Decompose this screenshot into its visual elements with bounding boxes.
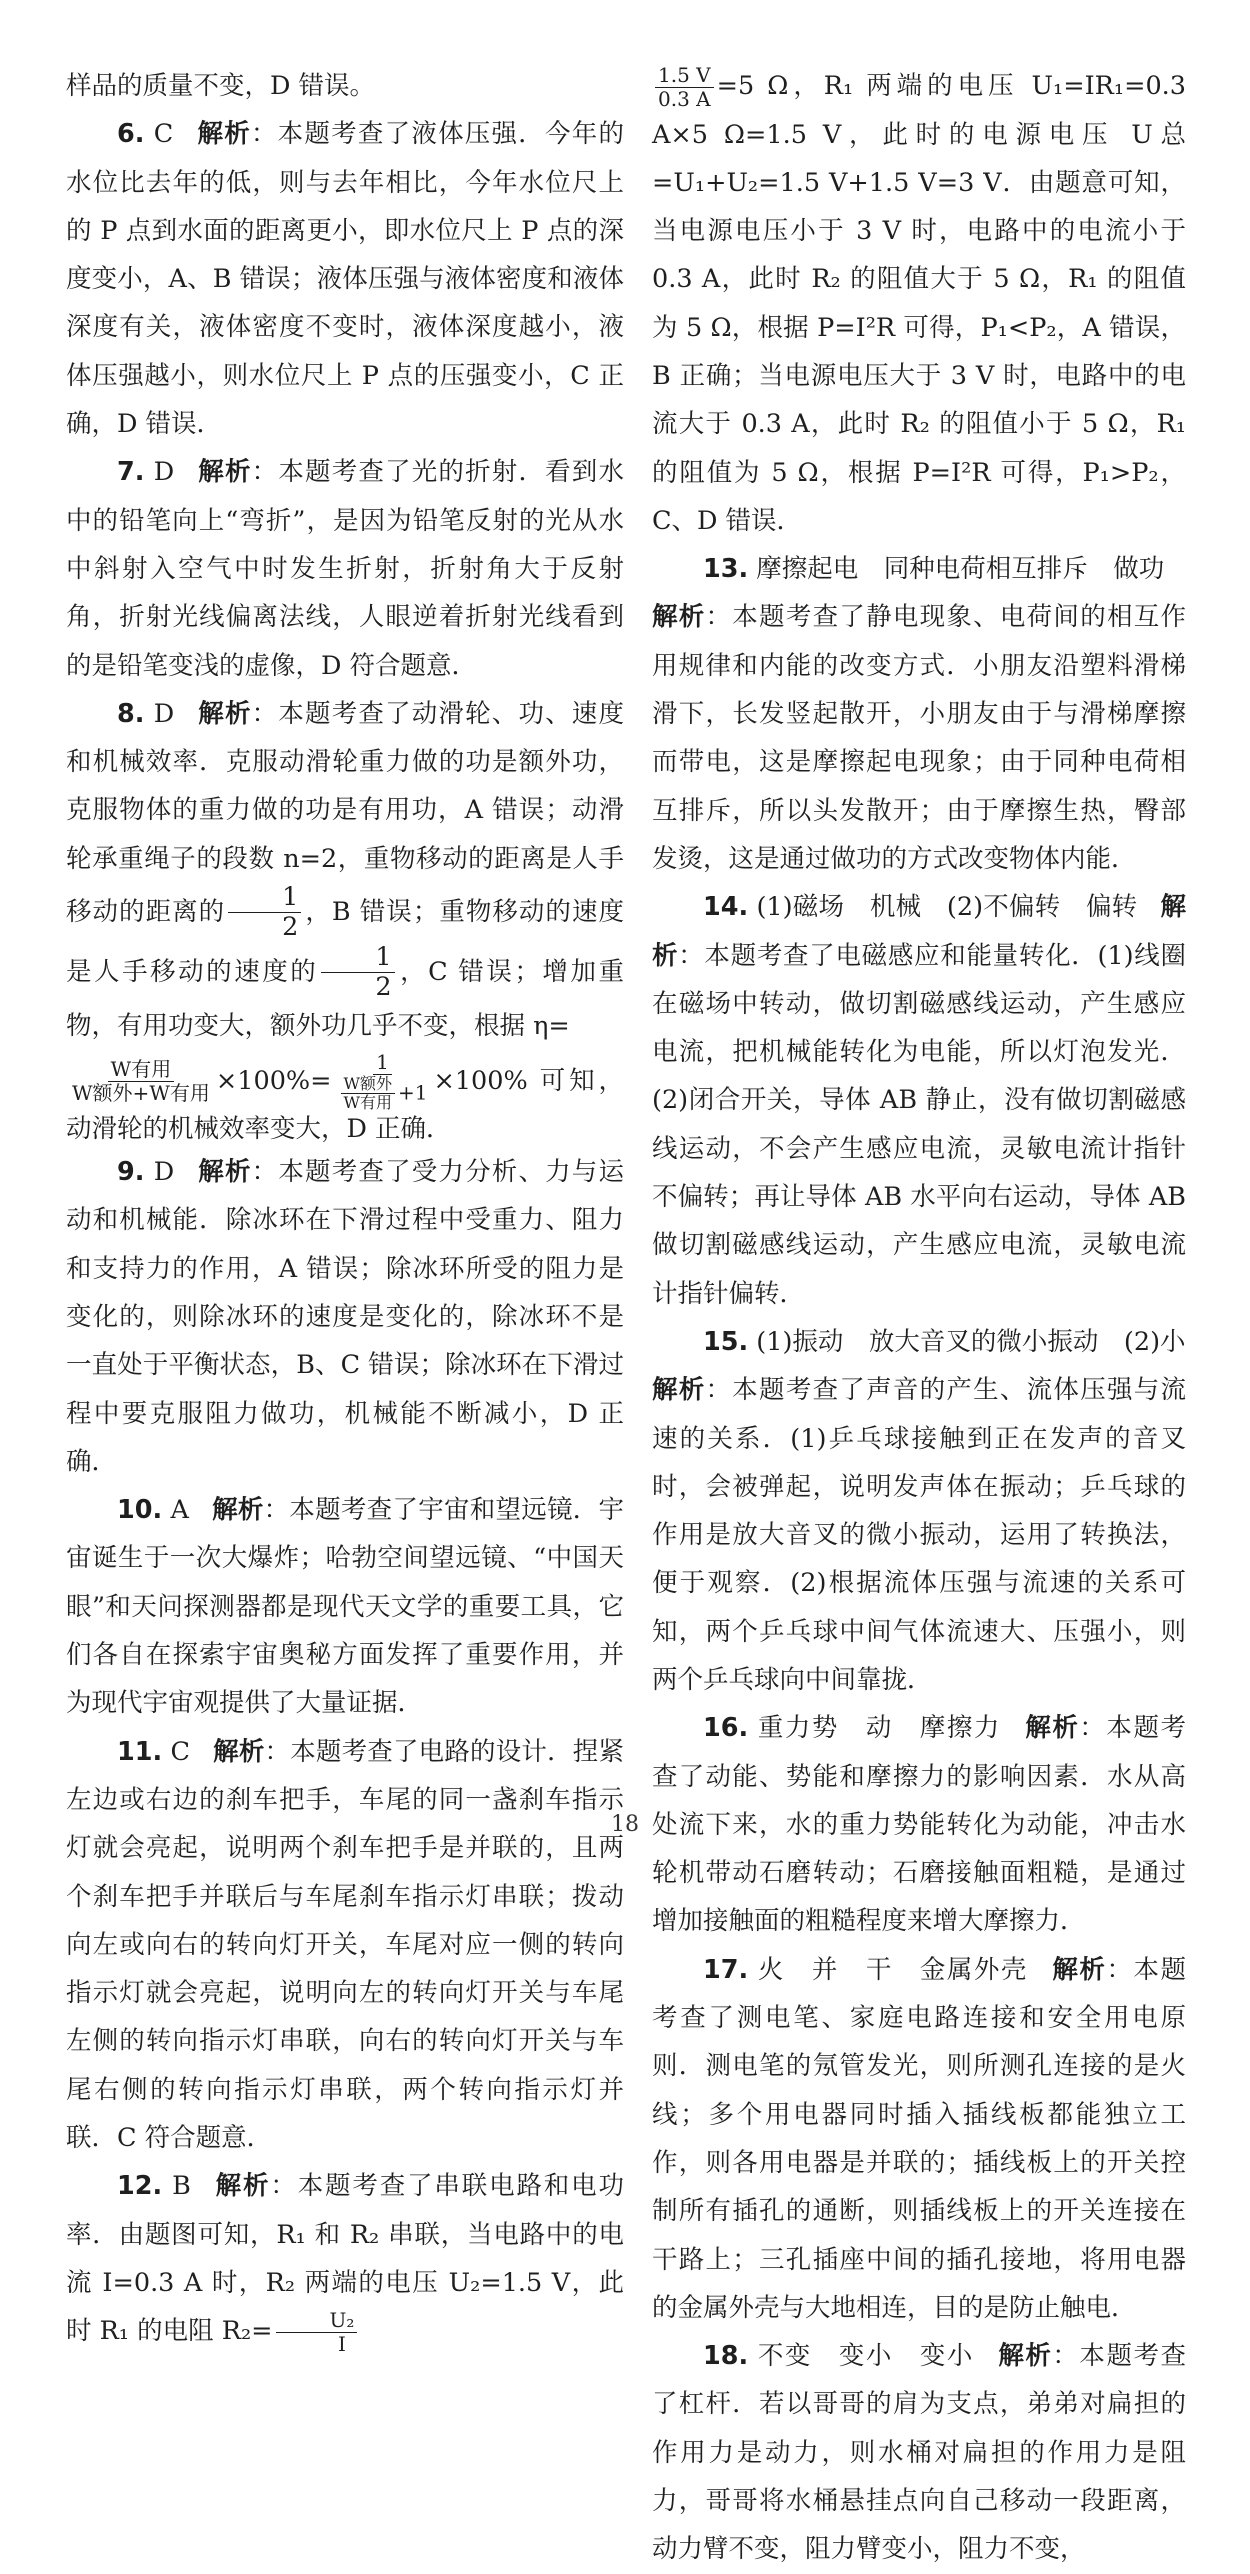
answer-14: [652, 883, 1186, 1318]
answer-13: [652, 545, 1186, 883]
analysis-label: 解析: [996, 2341, 1053, 2372]
answer-12-continued: [652, 62, 1186, 545]
question-number: 12.: [117, 2171, 163, 2202]
question-number: 13.: [703, 554, 749, 585]
fraction-one-half: $\frac{1}{2}$: [228, 883, 301, 943]
analysis-text: ：本题考查了静电现象、电荷间的相互作用规律和内能的改变方式．小朋友沿塑料滑梯滑下，长发竖起散开，小朋友由于与滑梯摩擦而带电，这是摩擦起电现象；由于同种电荷相互排斥，所以头发散开；由于摩擦生热，臀部发烫，这是通过做功的方式改变物体内能．: [652, 602, 1186, 874]
answer-12: [66, 2162, 624, 2355]
analysis-text: ，B 错误；重物移动的速度是人手移动的速度的: [66, 896, 624, 987]
question-number: 10.: [117, 1495, 163, 1526]
analysis-label: 解析: [213, 2171, 271, 2202]
answer-blanks: (1)磁场 机械 (2)不偏转 偏转: [756, 892, 1138, 923]
analysis-label: 解析: [197, 457, 252, 488]
analysis-text: =5 Ω，R₁ 两端的电压 U₁=IR₁=0.3 A×5 Ω=1.5 V，此时的电源电压 U总=U₁+U₂=1.5 V+1.5 V=3 V．由题意可知，当电源电压小于 3 V 时，电路中的电流小于 0.3 A，此时 R₂ 的阻值大于 5 Ω，R₁ 的阻值为 5 Ω，根据 P=I²R 可得，P₁<P₂，A 错误，B 正确；当电源电压大于 3 V 时，电路中的电流大于 0.3 A，此时 R₂ 的阻值小于 5 Ω，R₁ 的阻值为 5 Ω，根据 P=I²R 可得，P₁>P₂，C、D 错误．: [652, 71, 1186, 536]
analysis-label: 解析: [211, 1495, 264, 1526]
analysis-label: 解析: [652, 602, 706, 633]
analysis-label: 解析: [652, 892, 1186, 971]
formula-text: ×100%=: [215, 1065, 332, 1096]
analysis-text: ：本题考查了液体压强．今年的水位比去年的低，则与去年相比，今年水位尺上的 P 点到水面的距离更小，即水位尺上 P 点的深度变小，A、B 错误；液体压强与液体密度和液体深度有关，液体密度不变时，液体深度越小，液体压强越小，则水位尺上 P 点的压强变小，C 正确，D 错误．: [66, 119, 624, 440]
question-number: 7.: [117, 457, 145, 488]
answer-10: [66, 1486, 624, 1727]
question-number: 11.: [117, 1736, 163, 1767]
analysis-label: 解析: [212, 1736, 265, 1767]
question-number: 17.: [703, 1954, 749, 1985]
analysis-text: ，C 错误；增加重物，有用功变大，额外功几乎不变，根据 η=: [66, 956, 624, 1042]
answer-blanks: (1)振动 放大音叉的微小振动 (2)小: [756, 1326, 1186, 1357]
analysis-text: ：本题考查了电磁感应和能量转化．(1)线圈在磁场中转动，做切割磁感线运动，产生感应电流，把机械能转化为电能，所以灯泡发光．(2)闭合开关，导体 AB 静止，没有做切割磁感线运动，不会产生感应电流，灵敏电流计指针不偏转；再让导体 AB 水平向右运动，导体 AB 做切割磁感线运动，产生感应电流，灵敏电流计指针偏转．: [652, 940, 1186, 1309]
analysis-text: ：本题考查了受力分析、力与运动和机械能．除冰环在下滑过程中受重力、阻力和支持力的作用，A 错误；除冰环所受的阻力是变化的，则除冰环的速度是变化的，除冰环不是一直处于平衡状态，B、C 错误；除冰环在下滑过程中要克服阻力做功，机械能不断减小，D 正确．: [66, 1157, 624, 1477]
question-number: 8.: [117, 698, 145, 729]
left-column: [66, 62, 624, 2356]
analysis-text: ：本题考查了光的折射．看到水中的铅笔向上“弯折”，是因为铅笔反射的光从水中斜射入空气中时发生折射，折射角大于反射角，折射光线偏离法线，人眼逆着折射光线看到的是铅笔变浅的虚像，D 符合题意．: [66, 457, 624, 681]
answer-blanks: 不变 变小 变小: [757, 2341, 974, 2372]
formula-text: ×100% 可知，动滑轮的机械效率变大，D 正确．: [66, 1065, 624, 1145]
answer-17: [652, 1946, 1186, 2332]
answer-18: [652, 2332, 1186, 2573]
question-number: 6.: [117, 119, 145, 150]
analysis-text: ：本题考查了串联电路和电功率．由题图可知，R₁ 和 R₂ 串联，当电路中的电流 I=0.3 A 时，R₂ 两端的电压 U₂=1.5 V，此时 R₁ 的电阻 R₂=: [66, 2171, 624, 2347]
efficiency-fraction: $\frac{\text{W有用}}{\text{W额外+W有用}}$: [72, 1056, 210, 1105]
analysis-text: ：本题考查了声音的产生、流体压强与流速的关系．(1)乒乓球接触到正在发声的音叉时，会被弹起，说明发声体在振动；乒乓球的作用是放大音叉的微小振动，运用了转换法，便于观察．(2)根据流体压强与流速的关系可知，两个乒乓球中间气体流速大、压强小，则两个乒乓球向中间靠拢．: [652, 1375, 1186, 1695]
analysis-label: 解析: [652, 1375, 706, 1406]
answer-7: [66, 448, 624, 689]
resistance-value-fraction: $\frac{1.5 V}{0.3 A}$: [655, 64, 714, 111]
paragraph-continued: 样品的质量不变，D 错误。: [66, 71, 376, 101]
question-number: 16.: [703, 1713, 749, 1744]
analysis-label: 解析: [197, 1157, 252, 1188]
inner-fraction: $\frac{\text{W额外}}{\text{W有用}}$: [341, 1075, 395, 1113]
answer-11: [66, 1728, 624, 2163]
right-column: [652, 62, 1186, 2574]
analysis-text: ：本题考查了杠杆．若以哥哥的肩为支点，弟弟对扁担的作用力是动力，则水桶对扁担的作用力是阻力，哥哥将水桶悬挂点向自己移动一段距离，动力臂不变，阻力臂变小，阻力不变，: [652, 2341, 1186, 2565]
answer-choice: D: [153, 698, 175, 729]
analysis-text: ：本题考查了测电笔、家庭电路连接和安全用电原则．测电笔的氖管发光，则所测孔连接的是火线；多个用电器同时插入插线板都能独立工作，则各用电器是并联的；插线板上的开关控制所有插孔的通断，则插线板上的开关连接在干路上；三孔插座中间的插孔接地，将用电器的金属外壳与大地相连，目的是防止触电．: [652, 1954, 1186, 2323]
answer-8: [66, 690, 624, 1051]
efficiency-formula: [66, 1051, 624, 1148]
answer-blanks: 重力势 动 摩擦力: [757, 1713, 1001, 1744]
answer-choice: B: [172, 2171, 191, 2202]
question-number: 18.: [703, 2341, 749, 2372]
answer-choice: D: [153, 1157, 175, 1188]
answer-6: [66, 110, 624, 448]
question-number: 15.: [703, 1326, 749, 1357]
question-number: 14.: [703, 892, 749, 923]
resistance-fraction: $\frac{\text{U₂}}{I}$: [276, 2309, 358, 2356]
answer-choice: C: [153, 119, 174, 150]
answer-9: [66, 1148, 624, 1486]
analysis-label: 解析: [1050, 1954, 1107, 1985]
answer-choice: D: [153, 457, 175, 488]
answer-choice: A: [170, 1495, 189, 1526]
analysis-text: ：本题考查了动能、势能和摩擦力的影响因素．水从高处流下来，水的重力势能转化为动能，冲击水轮机带动石磨转动；石磨接触面粗糙，是通过增加接触面的粗糙程度来增大摩擦力．: [652, 1713, 1186, 1937]
answer-15: [652, 1318, 1186, 1704]
analysis-text: ：本题考查了宇宙和望远镜．宇宙诞生于一次大爆炸；哈勃空间望远镜、“中国天眼”和天问探测器都是现代天文学的重要工具，它们各自在探索宇宙奥秘方面发挥了重要作用，并为现代宇宙观提供了大量证据．: [66, 1495, 624, 1719]
analysis-text: ：本题考查了动滑轮、功、速度和机械效率．克服动滑轮重力做的功是额外功，克服物体的重力做的功是有用功，A 错误；动滑轮承重绳子的段数 n=2，重物移动的距离是人手移动的距离的: [66, 698, 624, 927]
question-number: 9.: [117, 1157, 145, 1188]
answer-blanks: 火 并 干 金属外壳: [757, 1954, 1028, 1985]
page-number: 18: [611, 1812, 639, 1837]
answer-choice: C: [170, 1736, 190, 1767]
compound-fraction: 1 $\frac{\text{W额外}}{\text{W有用}}$ +1: [335, 1051, 431, 1113]
analysis-label: 解析: [1023, 1713, 1080, 1744]
answer-blanks: 摩擦起电 同种电荷相互排斥 做功: [756, 554, 1165, 585]
analysis-label: 解析: [196, 119, 251, 150]
analysis-label: 解析: [197, 698, 252, 729]
analysis-text: ：本题考查了电路的设计．捏紧左边或右边的刹车把手，车尾的同一盏刹车指示灯就会亮起，说明两个刹车把手是并联的，且两个刹车把手并联后与车尾刹车指示灯串联；拨动向左或向右的转向灯开关，车尾对应一侧的转向指示灯就会亮起，说明向左的转向灯开关与车尾左侧的转向指示灯串联，向右的转向灯开关与车尾右侧的转向指示灯串联，两个转向指示灯并联．C 符合题意．: [66, 1736, 624, 2153]
fraction-one-half: $\frac{1}{2}$: [321, 943, 394, 1003]
